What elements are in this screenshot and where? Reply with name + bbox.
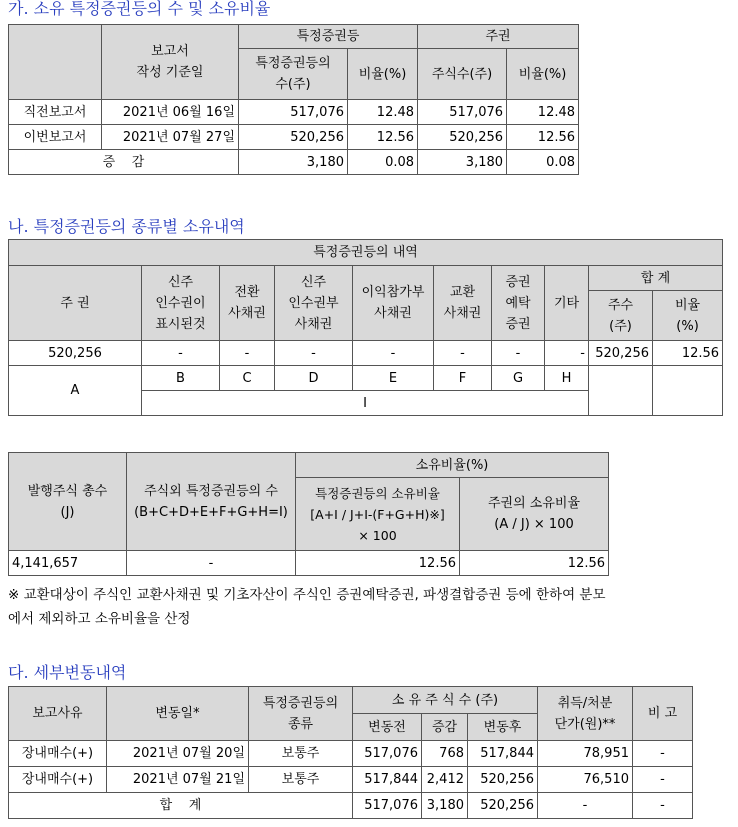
header-total-shares: 주수 (주)	[589, 291, 653, 341]
header-specific-count: 특정증권등의 수(주)	[239, 49, 348, 100]
value-e: -	[353, 341, 434, 366]
total-delta: 3,180	[422, 793, 468, 819]
table-row-total	[9, 793, 693, 819]
header-sp-ratio: 특정증권등의 소유비율 [A+I / J+I-(F+G+H)※] × 100	[296, 478, 460, 551]
value-sp-ratio: 12.56	[296, 551, 460, 576]
row-before: 517,076	[353, 741, 422, 767]
letter-a: A	[9, 366, 142, 416]
header-delta: 증감	[422, 714, 468, 741]
letter-h: H	[545, 366, 589, 391]
value-nonstock: -	[127, 551, 296, 576]
value-stock: 520,256	[9, 341, 142, 366]
row-kind: 보통주	[249, 741, 353, 767]
blank-ratio-cell	[653, 366, 723, 416]
row-price: 78,951	[538, 741, 633, 767]
value-d: -	[275, 341, 353, 366]
header-own-ratio: 소유비율(%)	[296, 453, 609, 478]
table-row	[9, 125, 579, 150]
row-after: 520,256	[468, 767, 538, 793]
row-ratio: 12.48	[507, 100, 579, 125]
change-sp-ratio: 0.08	[348, 150, 418, 175]
change-sp-count: 3,180	[239, 150, 348, 175]
header-stock: 주 권	[9, 266, 142, 341]
row-label: 직전보고서	[9, 100, 102, 125]
header-stock-ratio: 주권의 소유비율 (A / J) × 100	[460, 478, 609, 551]
table-row	[9, 741, 693, 767]
section-title-ga: 가. 소유 특정증권등의 수 및 소유비율	[8, 0, 271, 18]
letter-d: D	[275, 366, 353, 391]
table-row	[9, 100, 579, 125]
header-dr: 증권 예탁 증권	[492, 266, 545, 341]
row-reason: 장내매수(+)	[9, 767, 107, 793]
letter-e: E	[353, 366, 434, 391]
holdings-by-type-table	[8, 239, 723, 416]
letter-c: C	[220, 366, 275, 391]
row-date: 2021년 07월 21일	[107, 767, 249, 793]
change-label: 증 감	[9, 150, 239, 175]
row-after: 517,844	[468, 741, 538, 767]
ownership-ratio-table	[8, 452, 609, 576]
table-row	[9, 341, 723, 366]
change-ratio: 0.08	[507, 150, 579, 175]
row-shares: 517,076	[418, 100, 507, 125]
value-ratio: 12.56	[653, 341, 723, 366]
letter-f: F	[434, 366, 492, 391]
letter-g: G	[492, 366, 545, 391]
header-price: 취득/처분 단가(원)**	[538, 687, 633, 741]
header-report-date: 보고서 작성 기준일	[102, 25, 239, 100]
header-kind: 특정증권등의 종류	[249, 687, 353, 741]
row-date: 2021년 06월 16일	[102, 100, 239, 125]
table-row	[9, 767, 693, 793]
total-price: -	[538, 793, 633, 819]
header-shares: 소 유 주 식 수 (주)	[353, 687, 538, 714]
header-specific: 특정증권등	[239, 25, 418, 49]
value-h: -	[545, 341, 589, 366]
row-ratio: 12.56	[507, 125, 579, 150]
header-bw: 신주 인수권부 사채권	[275, 266, 353, 341]
total-after: 520,256	[468, 793, 538, 819]
row-sp-count: 520,256	[239, 125, 348, 150]
value-g: -	[492, 341, 545, 366]
row-date: 2021년 07월 20일	[107, 741, 249, 767]
row-sp-ratio: 12.48	[348, 100, 418, 125]
table-row	[9, 551, 609, 576]
header-eb: 교환 사채권	[434, 266, 492, 341]
blank-header	[9, 25, 102, 100]
header-reason: 보고사유	[9, 687, 107, 741]
row-delta: 2,412	[422, 767, 468, 793]
value-stock-ratio: 12.56	[460, 551, 609, 576]
value-f: -	[434, 341, 492, 366]
header-specific-ratio: 비율(%)	[348, 49, 418, 100]
detail-changes-table	[8, 686, 693, 819]
letter-b: B	[142, 366, 220, 391]
row-reason: 장내매수(+)	[9, 741, 107, 767]
section-title-da: 다. 세부변동내역	[8, 663, 127, 682]
row-before: 517,844	[353, 767, 422, 793]
header-etc: 기타	[545, 266, 589, 341]
header-shares: 주식수(주)	[418, 49, 507, 100]
row-date: 2021년 07월 27일	[102, 125, 239, 150]
blank-total-cell	[589, 366, 653, 416]
header-before: 변동전	[353, 714, 422, 741]
value-issued: 4,141,657	[9, 551, 127, 576]
table-row-letters	[9, 366, 723, 391]
header-after: 변동후	[468, 714, 538, 741]
header-nonstock: 주식외 특정증권등의 수 (B+C+D+E+F+G+H=I)	[127, 453, 296, 551]
row-remark: -	[633, 741, 693, 767]
total-remark: -	[633, 793, 693, 819]
row-label: 이번보고서	[9, 125, 102, 150]
holdings-summary-table	[8, 24, 579, 175]
change-shares: 3,180	[418, 150, 507, 175]
row-shares: 520,256	[418, 125, 507, 150]
value-total: 520,256	[589, 341, 653, 366]
row-price: 76,510	[538, 767, 633, 793]
header-pb: 이익참가부 사채권	[353, 266, 434, 341]
row-delta: 768	[422, 741, 468, 767]
row-sp-ratio: 12.56	[348, 125, 418, 150]
table-row-change	[9, 150, 579, 175]
value-b: -	[142, 341, 220, 366]
section-title-na: 나. 특정증권등의 종류별 소유내역	[8, 217, 245, 236]
header-stock: 주권	[418, 25, 579, 49]
header-bw-warrant: 신주 인수권이 표시된것	[142, 266, 220, 341]
header-total-ratio: 비율 (%)	[653, 291, 723, 341]
header-total: 합 계	[589, 266, 723, 291]
header-date: 변동일*	[107, 687, 249, 741]
total-before: 517,076	[353, 793, 422, 819]
header-stock-ratio: 비율(%)	[507, 49, 579, 100]
header-cb: 전환 사채권	[220, 266, 275, 341]
value-c: -	[220, 341, 275, 366]
footnote: ※ 교환대상이 주식인 교환사채권 및 기초자산이 주식인 증권예탁증권, 파생결합증권 등에 한하여 분모에서 제외하고 소유비율을 산정	[8, 587, 606, 627]
row-sp-count: 517,076	[239, 100, 348, 125]
row-kind: 보통주	[249, 767, 353, 793]
header-remark: 비 고	[633, 687, 693, 741]
total-label: 합 계	[9, 793, 353, 819]
header-issued: 발행주식 총수 (J)	[9, 453, 127, 551]
header-detail: 특정증권등의 내역	[9, 240, 723, 266]
row-remark: -	[633, 767, 693, 793]
letter-i: I	[142, 391, 589, 416]
